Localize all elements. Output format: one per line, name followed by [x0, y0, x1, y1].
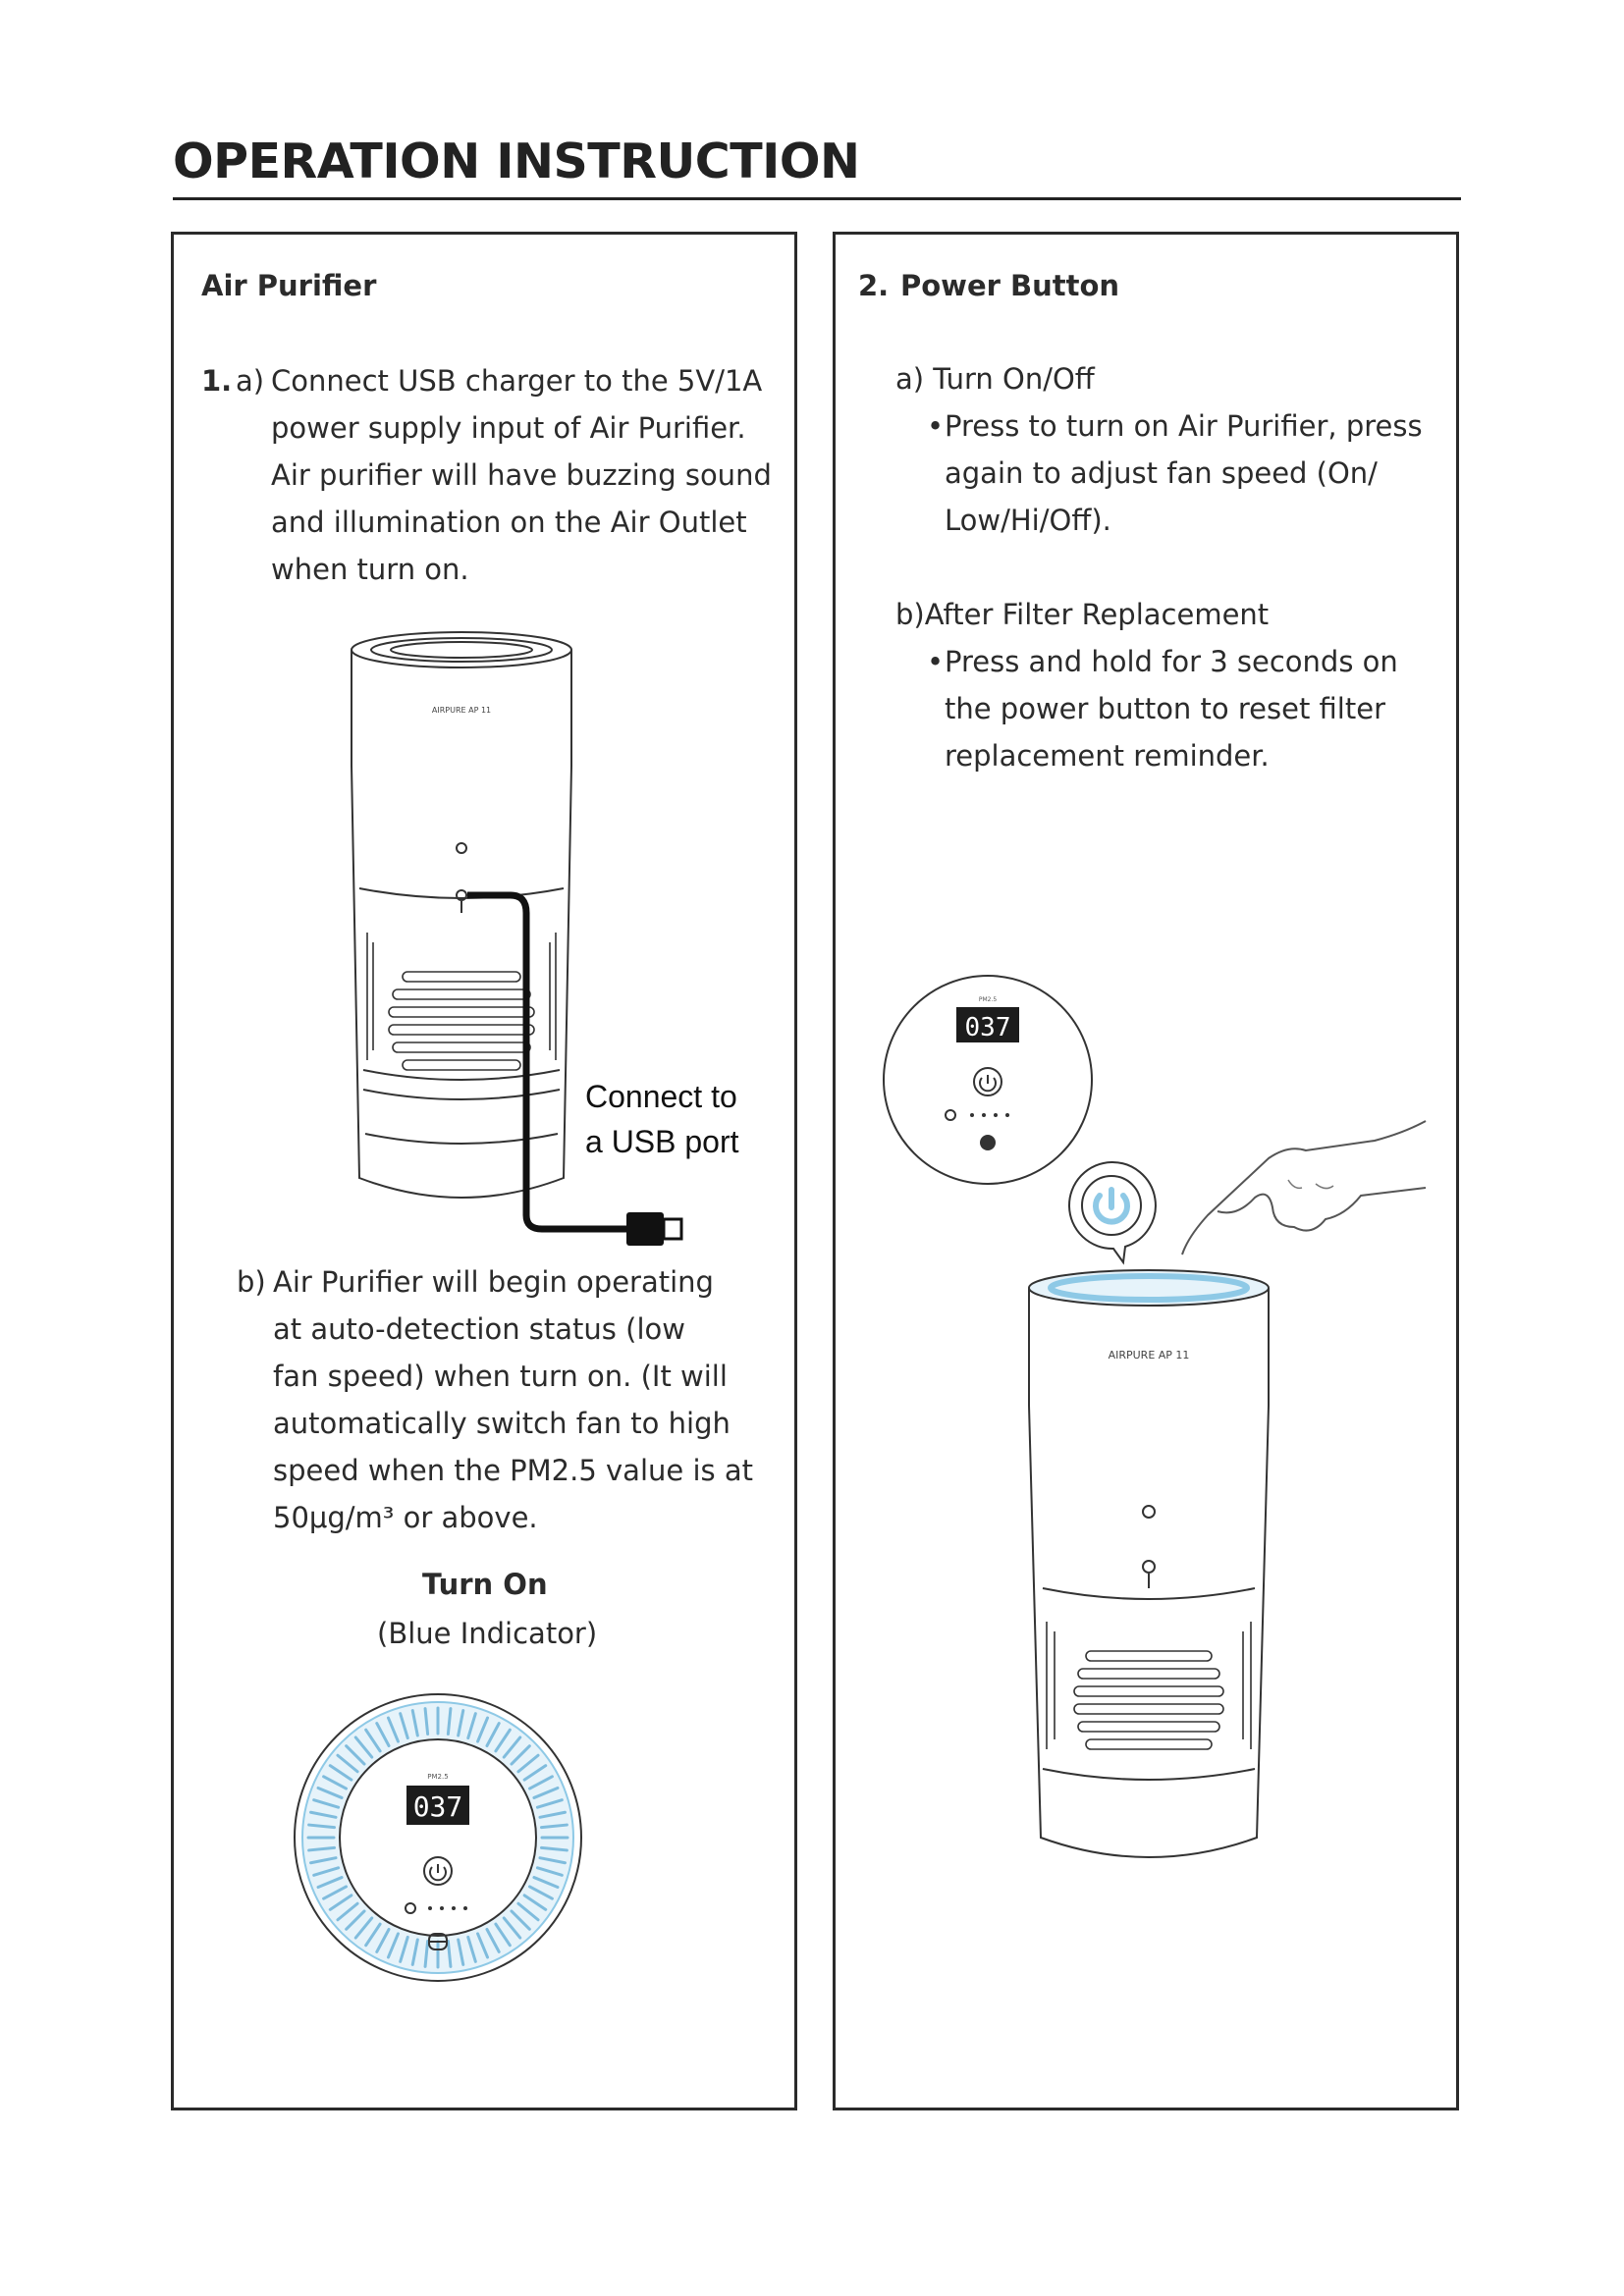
page-title: OPERATION INSTRUCTION [173, 133, 860, 189]
step-marker-1a: a) [236, 364, 265, 398]
section-b-line: Press and hold for 3 seconds on [945, 645, 1398, 678]
section-b-line: replacement reminder. [945, 739, 1270, 773]
turn-on-title: Turn On [422, 1568, 548, 1601]
bullet: • [927, 409, 945, 443]
display-caption: PM2.5 [978, 996, 998, 1003]
display-caption: PM2.5 [427, 1773, 449, 1781]
section-a-line: Press to turn on Air Purifier, press [945, 409, 1423, 443]
panel-heading-power-button: Power Button [900, 269, 1120, 302]
usb-label-line: Connect to [585, 1079, 737, 1114]
bullet: • [927, 645, 945, 678]
pm25-reading: 037 [964, 1013, 1011, 1042]
heading-number-2: 2. [858, 269, 890, 302]
section-b-line: the power button to reset filter [945, 692, 1385, 725]
step-number-1: 1. [201, 364, 233, 398]
step1b-line: Air Purifier will begin operating [273, 1265, 714, 1299]
air-purifier-illustration [1021, 1268, 1276, 1896]
device-top-view-blue [291, 1690, 585, 1985]
device-brand-text: AIRPURE AP 11 [431, 706, 492, 715]
panel-heading-air-purifier: Air Purifier [201, 269, 377, 302]
pm25-reading: 037 [412, 1790, 463, 1823]
section-a-title: a) Turn On/Off [895, 362, 1095, 396]
step1b-line: 50μg/m³ or above. [273, 1501, 538, 1534]
section-a-line: again to adjust fan speed (On/ [945, 456, 1378, 490]
control-panel-zoom [880, 972, 1096, 1188]
filter-icon [980, 1135, 996, 1150]
step1-line: power supply input of Air Purifier. [271, 411, 746, 445]
step-marker-1b: b) [237, 1265, 266, 1299]
step1-line: Air purifier will have buzzing sound [271, 458, 772, 492]
power-bubble [1062, 1156, 1170, 1264]
title-divider [173, 197, 1461, 200]
step1-line: Connect USB charger to the 5V/1A [271, 364, 763, 398]
step1b-line: speed when the PM2.5 value is at [273, 1454, 753, 1487]
step1b-line: at auto-detection status (low [273, 1312, 685, 1346]
step1-line: and illumination on the Air Outlet [271, 506, 747, 539]
section-b-title: b)After Filter Replacement [895, 598, 1270, 631]
device-brand-text: AIRPURE AP 11 [1108, 1349, 1190, 1362]
hand-pressing-illustration [1178, 1090, 1434, 1266]
step1b-line: automatically switch fan to high [273, 1407, 731, 1440]
section-a-line: Low/Hi/Off). [945, 504, 1111, 537]
turn-on-subtitle: (Blue Indicator) [377, 1617, 598, 1650]
usb-label-line: a USB port [585, 1124, 739, 1159]
air-purifier-usb-illustration [334, 628, 707, 1266]
step1-line: when turn on. [271, 553, 469, 586]
step1b-line: fan speed) when turn on. (It will [273, 1360, 728, 1393]
